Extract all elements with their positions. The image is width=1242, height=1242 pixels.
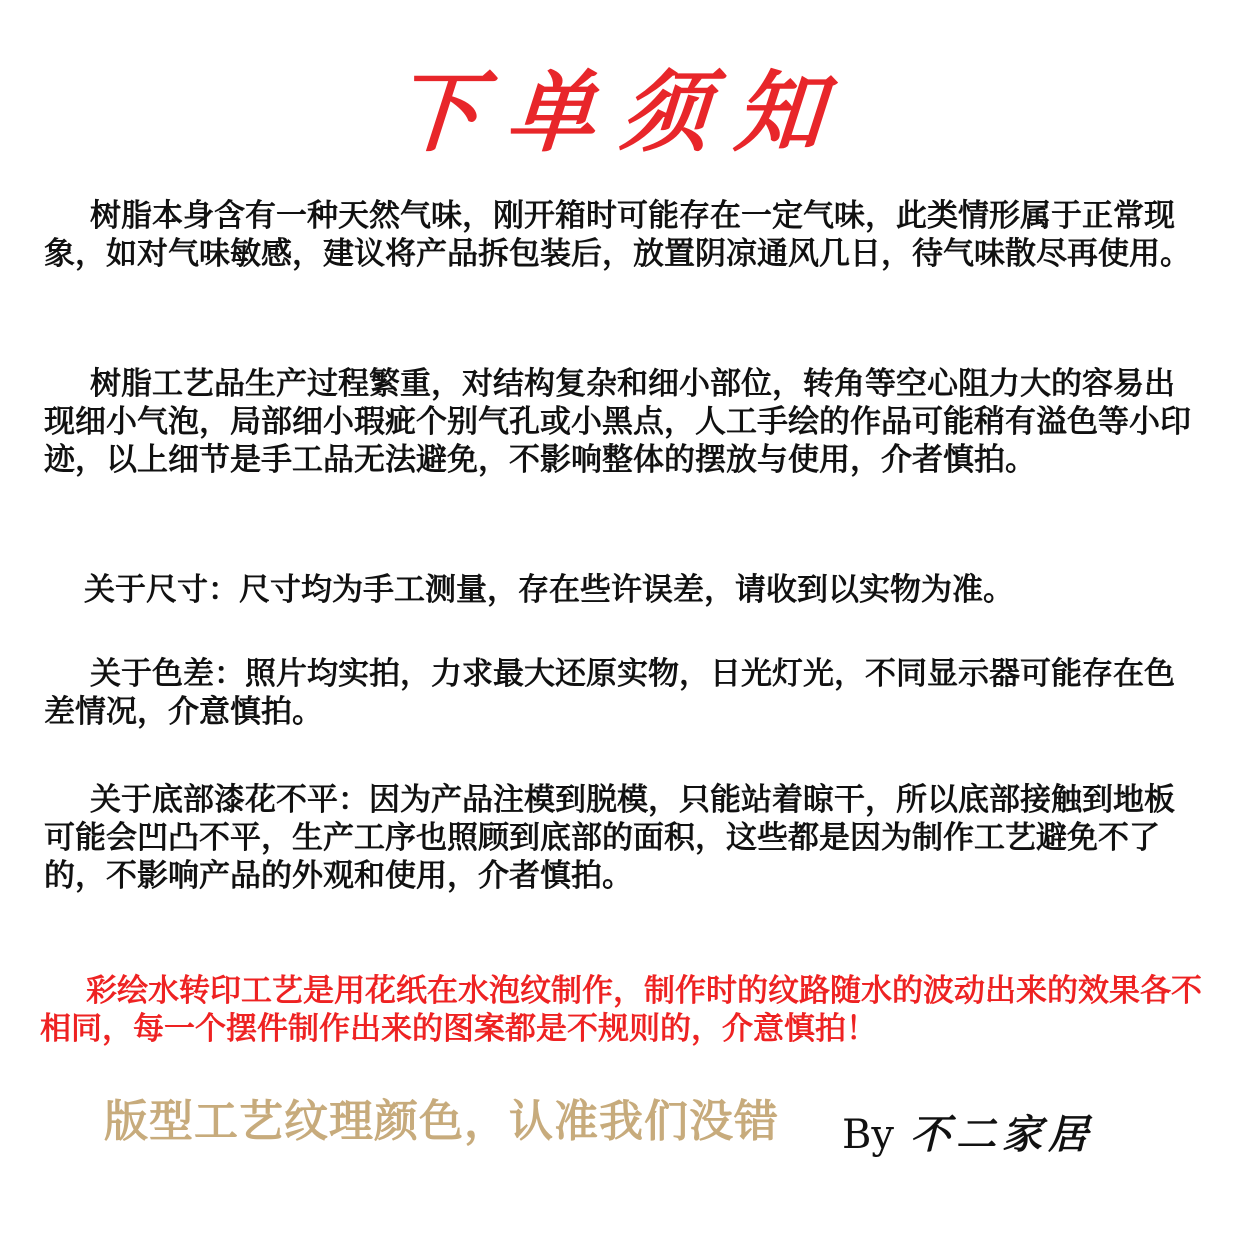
warning-text: 彩绘水转印工艺是用花纸在水泡纹制作，制作时的纹路随水的波动出来的效果各不相同，每一个摆件制作出来的图案都是不规则的，介意慎拍！ (40, 973, 1202, 1047)
notice-paragraph-craft-flaws (44, 365, 1204, 479)
page-title: 下单须知 (389, 60, 853, 164)
notice-paragraph-color-difference (44, 655, 1204, 731)
brand-by: By (842, 1112, 894, 1158)
paragraph-text: 关于色差：照片均实拍，力求最大还原实物，日光灯光，不同显示器可能存在色差情况，介意慎拍。 (44, 656, 1175, 730)
paragraph-text: 树脂本身含有一种天然气味，刚开箱时可能存在一定气味，此类情形属于正常现象，如对气味敏感，建议将产品拆包装后，放置阴凉通风几日，待气味散尽再使用。 (44, 198, 1191, 272)
paragraph-text: 关于底部漆花不平：因为产品注模到脱模，只能站着晾干，所以底部接触到地板可能会凹凸不平，生产工序也照顾到底部的面积，这些都是因为制作工艺避免不了的，不影响产品的外观和使用，介者慎拍。 (44, 782, 1175, 894)
notice-paragraph-size (44, 571, 1204, 609)
brand-signature (842, 1110, 1094, 1160)
paragraph-text: 关于尺寸：尺寸均为手工测量，存在些许误差，请收到以实物为准。 (84, 572, 1014, 608)
notice-paragraph-resin-odor (44, 197, 1204, 273)
notice-paragraph-bottom-uneven (44, 781, 1204, 895)
brand-name: 不二家居 (910, 1111, 1094, 1158)
warning-paragraph (40, 972, 1206, 1048)
paragraph-text: 树脂工艺品生产过程繁重，对结构复杂和细小部位，转角等空心阻力大的容易出现细小气泡，局部细小瑕疵个别气孔或小黑点，人工手绘的作品可能稍有溢色等小印迹，以上细节是手工品无法避免，不影响整体的摆放与使用，介者慎拍。 (44, 366, 1191, 478)
slogan: 版型工艺纹理颜色，认准我们没错 (104, 1096, 779, 1147)
